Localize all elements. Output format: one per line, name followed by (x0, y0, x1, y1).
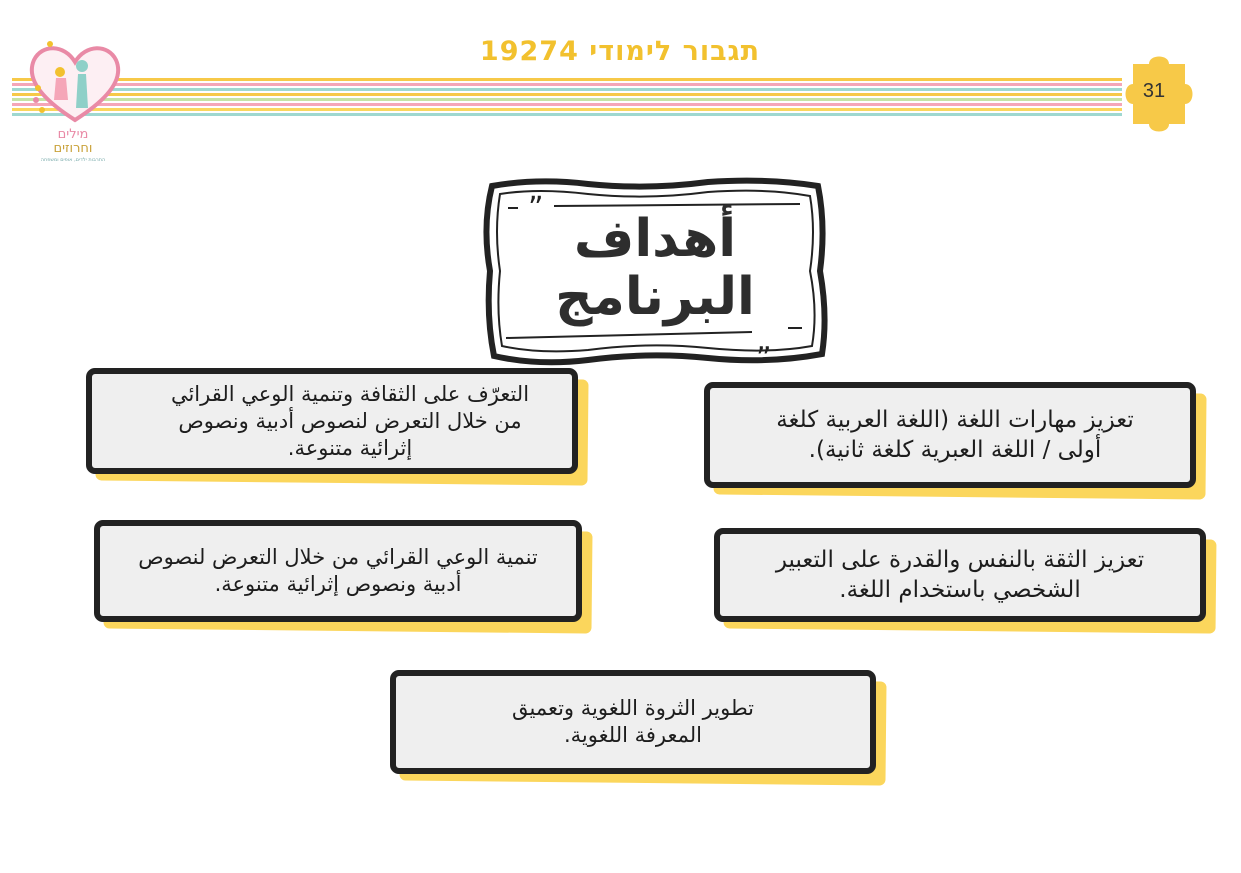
logo-text-line1: מילים (57, 127, 89, 142)
goal-text: التعرّف على الثقافة وتنمية الوعي القرائي من خلال التعرض لنصوص أدبية ونصوص إثرائية متنوعة. (170, 381, 530, 460)
goal-text: تعزيز الثقة بالنفس والقدرة على التعبير الشخصي باستخدام اللغة. (775, 547, 1145, 603)
goal-text: تنمية الوعي القرائي من خلال التعرض لنصوص أدبية ونصوص إثرائية متنوعة. (138, 545, 538, 596)
logo-text-line2: וחרוזים (53, 141, 93, 156)
goal-card-2 (86, 368, 578, 474)
header-stripes (12, 78, 1122, 118)
goal-text: تطوير الثروة اللغوية وتعميق المعرفة اللغوية. (511, 696, 755, 747)
goal-card-1 (704, 382, 1196, 488)
page-title-line2: البرنامج (555, 267, 755, 327)
page-number: 31 (1142, 80, 1166, 102)
goal-text: تعزيز مهارات اللغة (اللغة العربية كلغة أولى / اللغة العبرية كلغة ثانية). (776, 407, 1134, 463)
logo-tagline: התרבות ילדים, אופים ומשפחה (40, 157, 106, 163)
svg-text:„: „ (756, 323, 772, 358)
goal-card-3 (714, 528, 1206, 622)
header-title: תגבור לימודי 19274 (479, 36, 761, 67)
goal-card-5 (390, 670, 876, 774)
page-title (510, 210, 800, 326)
page-title-line1: أهداف (573, 209, 737, 269)
goal-card-4 (94, 520, 582, 622)
svg-text:”: ” (528, 191, 544, 226)
